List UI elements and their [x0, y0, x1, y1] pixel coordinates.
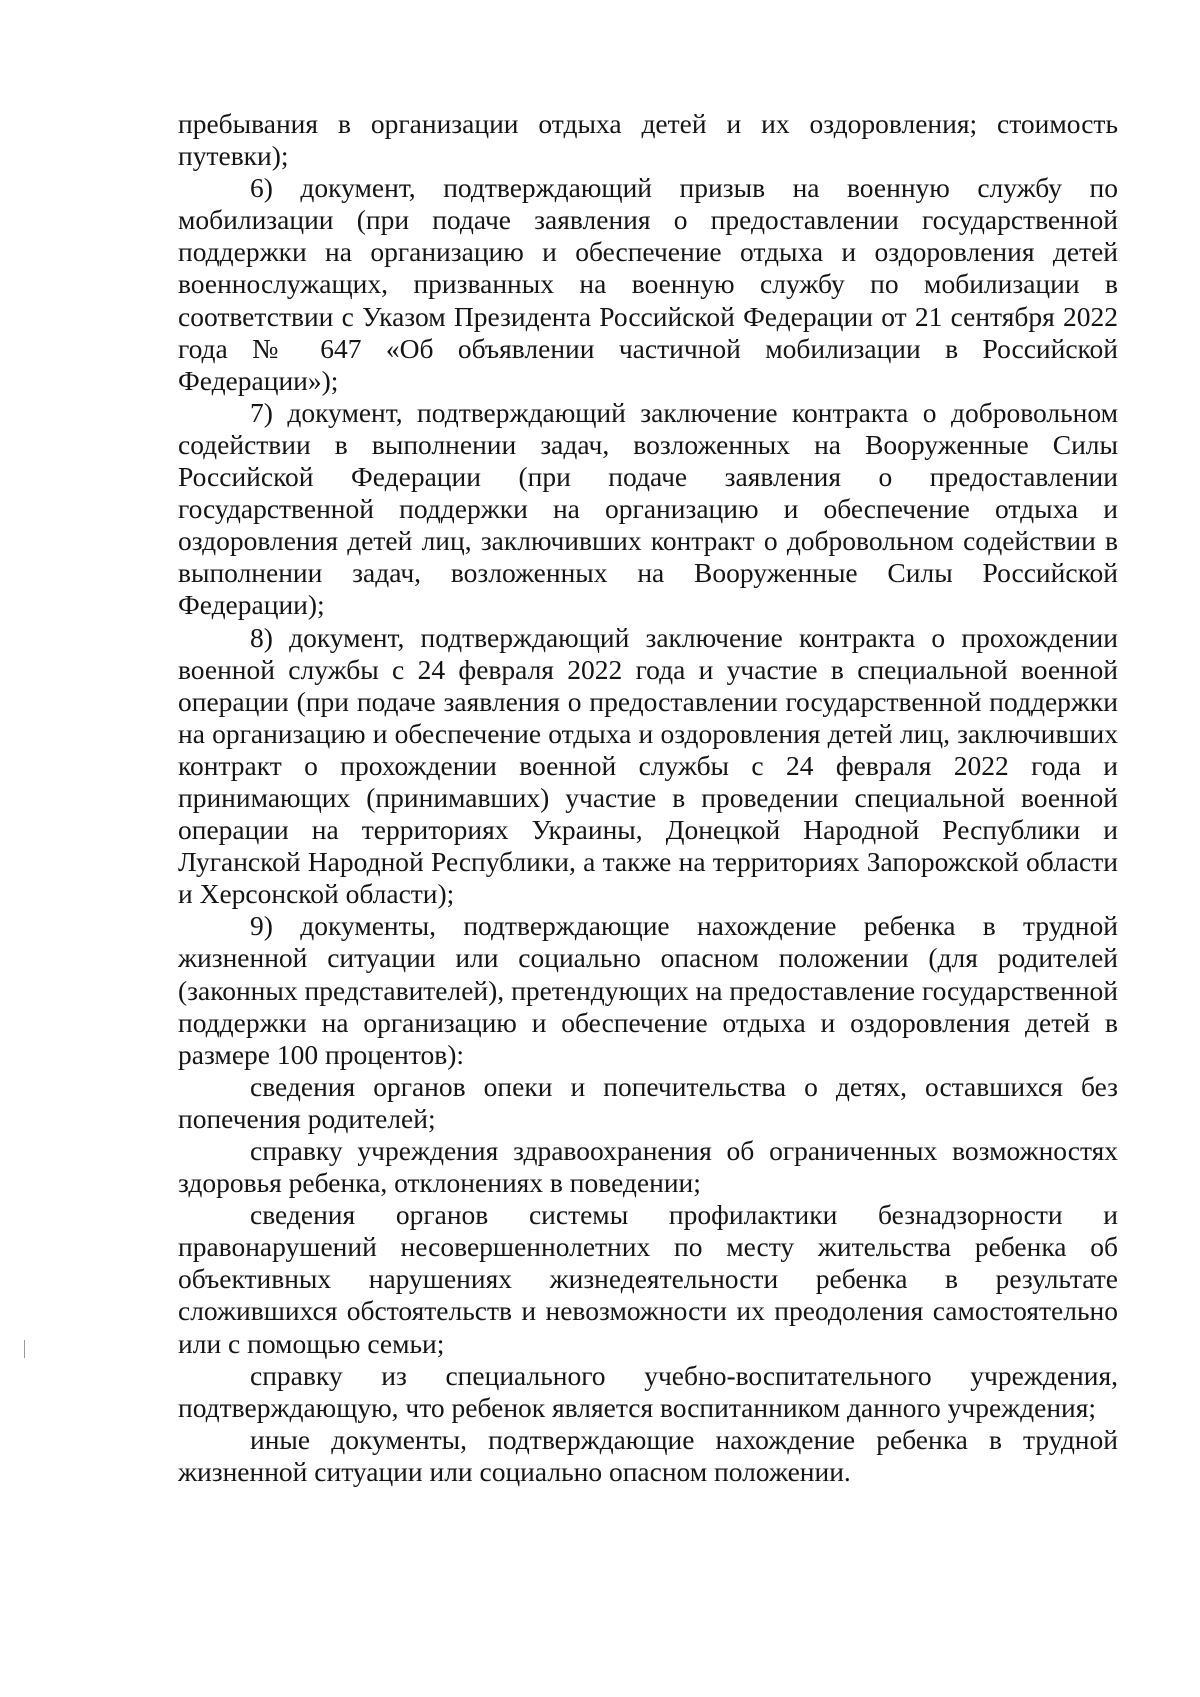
- paragraph-item-8: 8) документ, подтверждающий заключение контракта о прохождении военной службы с 24 февраля 2022 года и участие в специальной военной операции (при подаче заявления о предоставлении государственной поддержки на организацию и обеспечение отдыха и оздоровления детей лиц, заключивших контракт о прохождении военной службы с 24 февраля 2022 года и принимающих (принимавших) участие в проведении специальной военной операции на территориях Украины, Донецкой Народной Республики и Луганской Народной Республики, а также на территориях Запорожской области и Херсонской области);: [178, 621, 1118, 910]
- paragraph-item-7: 7) документ, подтверждающий заключение контракта о добровольном содействии в выполнении задач, возложенных на Вооруженные Силы Российской Федерации (при подаче заявления о предоставлении государственной поддержки на организацию и обеспечение отдыха и оздоровления детей лиц, заключивших контракт о добровольном содействии в выполнении задач, возложенных на Вооруженные Силы Российской Федерации);: [178, 396, 1118, 621]
- paragraph-prevention-info: сведения органов системы профилактики безнадзорности и правонарушений несовершеннолетних по месту жительства ребенка об объективных нарушениях жизнедеятельности ребенка в результате сложившихся обстоятельств и невозможности их преодоления самостоятельно или с помощью семьи;: [178, 1199, 1118, 1359]
- paragraph-item-9: 9) документы, подтверждающие нахождение ребенка в трудной жизненной ситуации или социально опасном положении (для родителей (законных представителей), претендующих на предоставление государственной поддержки на организацию и обеспечение отдыха и оздоровления детей в размере 100 процентов):: [178, 910, 1118, 1070]
- paragraph-item-6: 6) документ, подтверждающий призыв на военную службу по мобилизации (при подаче заявления о предоставлении государственной поддержки на организацию и обеспечение отдыха и оздоровления детей военнослужащих, призванных на военную службу по мобилизации в соответствии с Указом Президента Российской Федерации от 21 сентября 2022 года № 647 «Об объявлении частичной мобилизации в Российской Федерации»);: [178, 172, 1118, 396]
- scan-margin-mark: [24, 1340, 25, 1358]
- paragraph-health-certificate: справку учреждения здравоохранения об ограниченных возможностях здоровья ребенка, отклонениях в поведении;: [178, 1135, 1118, 1199]
- paragraph-other-documents: иные документы, подтверждающие нахождение ребенка в трудной жизненной ситуации или социально опасном положении.: [178, 1423, 1118, 1487]
- paragraph-special-institution-certificate: справку из специального учебно-воспитательного учреждения, подтверждающую, что ребенок является воспитанником данного учреждения;: [178, 1359, 1118, 1423]
- paragraph-guardianship-info: сведения органов опеки и попечительства о детях, оставшихся без попечения родителей;: [178, 1070, 1118, 1134]
- paragraph-continuation: пребывания в организации отдыха детей и их оздоровления; стоимость путевки);: [178, 108, 1118, 172]
- document-body: [178, 108, 1118, 1488]
